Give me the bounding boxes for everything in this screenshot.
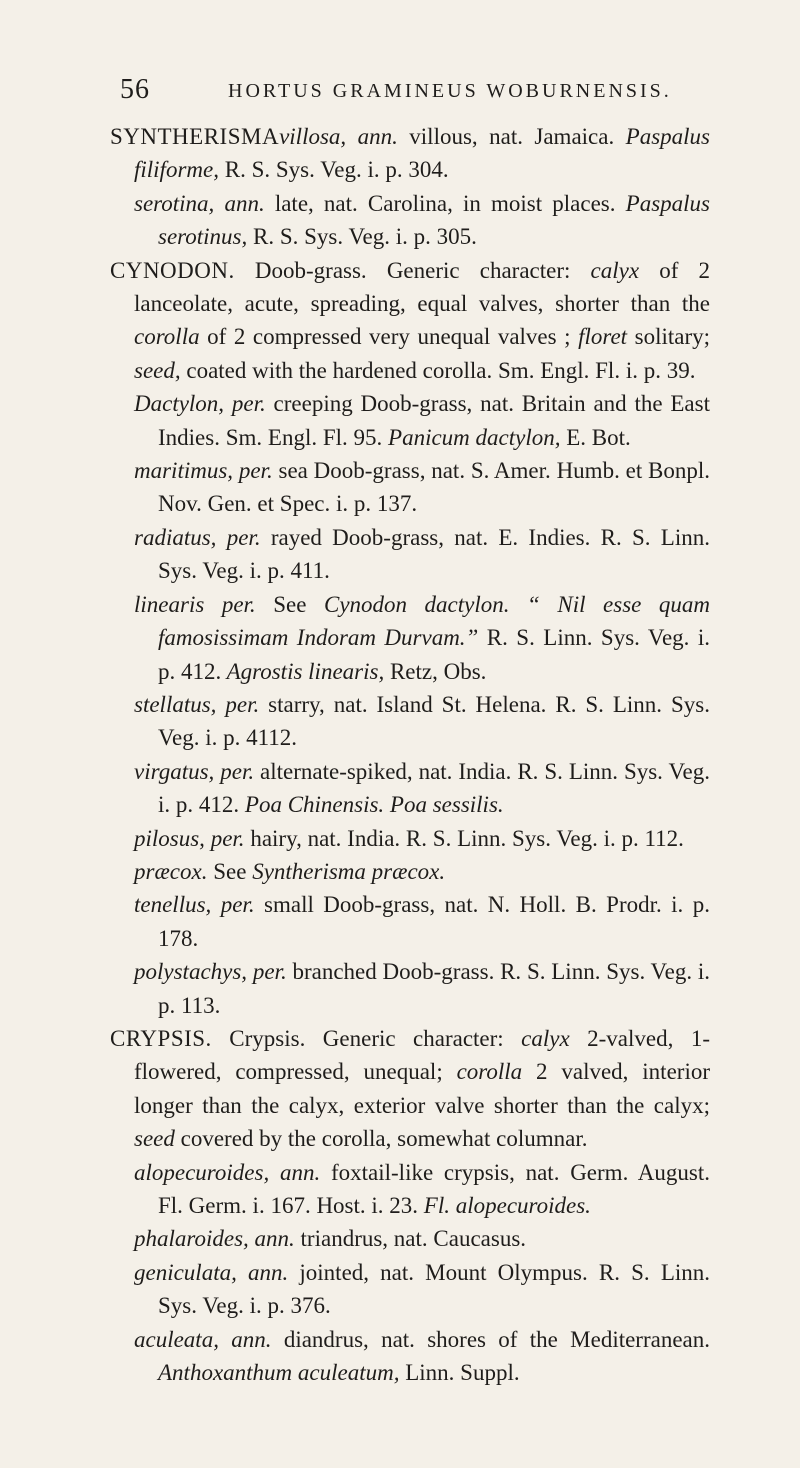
character-text: 2-valved, 1-flowered, compressed, unequal; [134,1025,710,1085]
species-name: polystachys, [134,959,248,985]
species-name: alopecuroides, [134,1159,270,1185]
genus-entry [110,120,710,187]
species-name: villosa, [279,124,347,149]
synonym: Agrostis linearis, [221,658,385,684]
species-name: serotina, [134,190,215,216]
synonym: Poa Chinensis. Poa sessilis. [239,792,504,818]
genus-entry [110,254,710,388]
species-name: maritimus, [134,458,234,484]
synonym: Fl. alopecuroides. [418,1193,591,1218]
genus-name: CYNODON. [110,257,235,283]
duration: per. [204,825,245,851]
duration: ann. [248,1226,295,1252]
character-text: solitary; [627,324,710,350]
species-name: aculeata, [134,1326,219,1352]
species-entry [110,855,710,888]
species-description: starry, nat. Island St. Helena. R. S. Linn. Sys. Veg. i. p. 4112. [158,691,710,751]
duration: per. [247,959,287,985]
duration: per. [211,892,255,918]
character-text: of 2 lanceolate, acute, spreading, equal valves, shorter than the [134,257,710,317]
character-text: coated with the hardened corolla. Sm. Engl. Fl. i. p. 39. [180,357,696,383]
species-description: See [255,591,307,617]
character-text: covered by the corolla, somewhat columnar. [174,1126,588,1152]
species-description: branched Doob-grass. R. S. Linn. Sys. Veg. i. p. 113. [158,959,710,1018]
synonym: Paspalus filiforme, [134,124,710,183]
species-description: triandrus, nat. Caucasus. [294,1226,527,1252]
page-header [120,74,680,114]
duration: ann. [346,124,398,149]
duration: ann. [269,1159,321,1185]
genus-name: SYNTHERISMA [110,124,280,149]
reference: R. S. Sys. Veg. i. p. 304. [218,157,449,183]
species-name: radiatus, [134,524,217,550]
reference: Retz, Obs. [384,658,487,684]
species-entry [110,1222,710,1255]
running-title: HORTUS GRAMINEUS WOBURNENSIS. [228,80,672,102]
species-description: alternate-spiked, nat. India. R. S. Linn. Sys. Veg. i. p. 412. [158,758,710,818]
species-entry [110,888,710,955]
character-term: seed, [134,357,181,383]
duration: per. [216,524,261,550]
species-name: pilosus, [134,825,205,851]
synonym: Cynodon dactylon. [306,591,510,617]
species-description: See [207,858,247,884]
species-name: virgatus, [134,758,215,784]
reference: R. S. Sys. Veg. i. p. 305. [247,224,477,250]
species-entry [110,1323,710,1390]
synonym: Syntherisma præcox. [246,858,446,884]
duration: per. [224,391,266,417]
page-number: 56 [120,74,150,105]
reference: Linn. Suppl. [399,1360,520,1386]
character-term: calyx [590,257,640,283]
reference: R. S. Linn. Sys. Veg. i. p. 412. [158,625,710,684]
species-name: phalaroides, [134,1226,249,1252]
species-entry [110,688,710,755]
species-name: linearis [134,591,205,617]
species-entry [110,187,710,254]
species-description: jointed, nat. Mount Olympus. R. S. Linn. Sys. Veg. i. p. 376. [158,1259,711,1319]
species-entry [110,755,710,822]
species-entry [110,955,710,1022]
synonym: Paspalus serotinus, [158,190,710,250]
page-body [110,120,710,1389]
reference: E. Bot. [560,424,631,450]
character-term: floret [578,324,628,350]
genus-intro: Crypsis. Generic character: [211,1025,522,1051]
species-description: creeping Doob-grass, nat. Britain and the East Indies. Sm. Engl. Fl. 95. [158,391,710,450]
species-entry [110,521,710,588]
duration: per. [216,691,260,717]
duration: per. [204,591,256,617]
species-description: villous, nat. Jamaica. [397,124,615,149]
species-name: præcox. [134,858,208,884]
character-text: of 2 compressed very unequal valves ; [199,324,579,350]
species-entry [110,454,710,521]
species-description: foxtail-like crypsis, nat. Germ. August. Fl. Germ. i. 167. Host. i. 23. [158,1159,711,1218]
duration: per. [233,458,273,484]
species-description: small Doob-grass, nat. N. Holl. B. Prodr. i. p. 178. [158,892,710,951]
species-entry [110,1156,710,1223]
species-entry [110,588,710,688]
species-description: rayed Doob-grass, nat. E. Indies. R. S. Linn. Sys. Veg. i. p. 411. [158,524,710,584]
duration: ann. [236,1259,289,1285]
duration: per. [214,758,255,784]
synonym: Panicum dactylon, [382,424,561,450]
species-name: Dactylon, [134,391,225,417]
character-term: calyx [521,1025,570,1051]
species-description: late, nat. Carolina, in moist places. [264,190,616,216]
quotation: “ Nil esse quam famosissimam Indoram Durvam.” [158,591,710,651]
species-entry [110,1256,710,1323]
species-description: diandrus, nat. shores of the Mediterranean. [271,1326,710,1352]
character-term: seed [134,1126,175,1152]
species-entry [110,822,710,855]
species-name: stellatus, [134,691,217,717]
duration: ann. [218,1326,272,1352]
character-term: corolla [456,1059,523,1085]
genus-intro: Doob-grass. Generic character: [234,257,591,283]
duration: ann. [214,190,265,216]
character-text: 2 valved, interior longer than the calyx, exterior valve shorter than the calyx; [134,1059,710,1118]
genus-name: CRYPSIS. [110,1025,212,1051]
species-name: tenellus, [134,892,212,918]
species-description: sea Doob-grass, nat. S. Amer. Humb. et Bonpl. Nov. Gen. et Spec. i. p. 137. [158,458,710,517]
species-description: hairy, nat. India. R. S. Linn. Sys. Veg. i. p. 112. [244,825,684,851]
character-term: corolla [134,324,200,350]
synonym: Anthoxanthum aculeatum, [158,1360,400,1386]
species-name: geniculata, [134,1259,237,1285]
species-entry [110,387,710,454]
genus-entry [110,1022,710,1156]
